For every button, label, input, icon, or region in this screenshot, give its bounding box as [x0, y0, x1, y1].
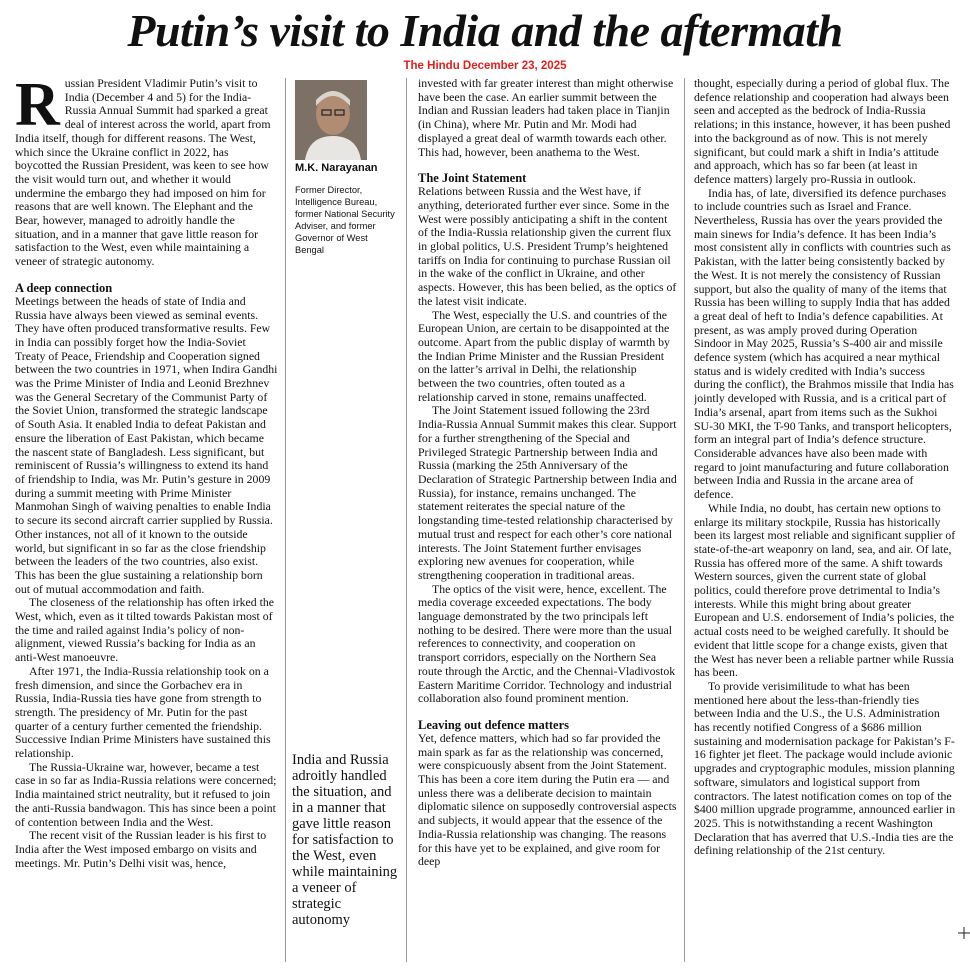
- body-paragraph: The optics of the visit were, hence, excellent. The media coverage exceeded expectations. The body language demonstrated by the two principals left nothing to be desired. There were more than the usual references to connectivity, and cooperation on transport corridors, especially on the Northern Sea route through the Arctic, and the Chennai-Vladivostok Eastern Maritime Corridor. Technology and industrial collaboration also found prominent mention.: [418, 581, 676, 706]
- drop-cap: R: [15, 77, 60, 139]
- crosshair-cursor-icon: [958, 927, 970, 939]
- intro-paragraph: Russian President Vladimir Putin’s visit to India (December 4 and 5) for the India-Russia Annual Summit had sparked a great deal of interest across the world, apart from India itself, though for different reasons. The West, which since the Ukraine conflict in 2022, has boycotted the Russian President, was keen to see how the visit would turn out, and whether it would undermine the embargo they had imposed on him for reasons that are well known. The Elephant and the Bear, however, managed to adroitly handle the situation, and in a manner that gave little reason for satisfaction to the West, even while maintaining a veneer of strategic autonomy.: [15, 77, 271, 269]
- body-paragraph: thought, especially during a period of global flux. The defence relationship and cooperation had always been seen and accepted as the bedrock of India-Russia relations; in this instance, however, it has been pushed into the background as of now. This is not merely significant, but could mark a shift in India’s attitude and approach, which has so far been (at least in defence matters) largely pro-Russia in outlook.: [694, 77, 951, 186]
- body-paragraph: Yet, defence matters, which had so far provided the main spark as far as the relationship was concerned, were conspicuously absent from the Joint Statement. This has been a core item during the Putin era — and unless there was a deliberate decision to maintain diplomatic silence on supposedly controversial aspects and subjects, it would appear that the essence of the India-Russia relationship was changing. The reasons for this have yet to be explained, and give room for deep: [418, 730, 677, 869]
- author-description: Former Director, Intelligence Bureau, former National Security Adviser, and former Governor of West Bengal: [295, 185, 395, 255]
- body-paragraph: India has, of late, diversified its defence purchases to include countries such as Israel and France. Nevertheless, Russia has over the years provided the main sinews for India’s defence. It has been India’s most consistent ally in conflicts with countries such as Pakistan, with the latter being consistently backed by the West. It is not merely the consistency of Russian support, but also the quality of many of the items that Russia has been willing to supply India that has added a great deal of heft to India’s defence capabilities. At present, as was amply proved during Operation Sindoor in May 2025, Russia’s S-400 air and missile defence system (which has acquired a near mythical status and is widely credited with India’s success during the conflict), the Brahmos missile that India has jointly developed with Russia, and is a critical part of India’s arsenal, apart from items such as the Sukhoi SU-30 MKI, the T-90 Tanks, and transport helicopters, form an integral part of India’s defence structure. Considerable advances have also been made with regard to joint manufacturing and future collaboration between India and Russia in the arcane area of defence.: [694, 185, 954, 502]
- body-paragraph: Relations between Russia and the West have, if anything, deteriorated further ever since. Some in the West were possibly anticipating a shift in the content of the India-Russia relationship given the current flux in global politics, U.S. President Trump’s heightened tariffs on India for continuing to purchase Russian oil in the wake of the conflict in Ukraine, and other aspects. However, this has been belied, as the optics of the latest visit indicate.: [418, 184, 677, 308]
- author-portrait-icon: [295, 80, 367, 160]
- body-paragraph: Meetings between the heads of state of India and Russia have always been viewed as seminal events. They have often produced transformative results. Few in India can possibly forget how the India-Soviet Treaty of Peace, Friendship and Cooperation signed between the two countries in 1971, when Indira Gandhi was the Prime Minister of India and Leonid Brezhnev was the General Secretary of the Communist Party of the Soviet Union, transformed the strategic landscape of South Asia. It enabled India to defeat Pakistan and ensure the liberation of East Pakistan, which became the nascent state of Bangladesh. Less significant, but reminiscent of Russia’s willingness to extend its hand of friendship to India, was Mr. Putin’s gesture in 2009 during a summit meeting with Prime Minister Manmohan Singh of waiving penalties to enable India to secure its second aircraft carrier supplied by Russia. Other instances, not all of it known to the outside world, but significant in so far as the close friendship between the leaders of the two countries, also exist. This has been the glue sustaining a relationship born out of mutual accommodation and faith.: [15, 293, 278, 596]
- article-headline: Putin’s visit to India and the aftermath: [127, 5, 843, 56]
- body-paragraph: The recent visit of the Russian leader is his first to India after the West imposed embargo on visits and meetings. Mr. Putin’s Delhi visit was, hence,: [15, 828, 267, 870]
- section-heading-deep-connection: A deep connection: [15, 280, 113, 295]
- body-paragraph: The Russia-Ukraine war, however, became a test case in so far as India-Russia relations were concerned; India maintained strict neutrality, but it refused to join the anti-Russia bandwagon. This has since been a point of contention between India and the West.: [15, 759, 277, 829]
- dateline: The Hindu December 23, 2025: [403, 60, 567, 72]
- column-divider: [285, 78, 286, 962]
- body-paragraph: After 1971, the India-Russia relationship took on a fresh dimension, and since the Gorbachev era in Russia, India-Russia ties have gone from strength to strength. The presidency of Mr. Putin for the past quarter of a century further cemented the friendship. Successive Indian Prime Ministers have sustained this relationship.: [15, 663, 271, 761]
- section-heading-joint-statement: The Joint Statement: [418, 171, 527, 186]
- column-divider: [684, 78, 685, 962]
- body-paragraph: invested with far greater interest than might otherwise have been the case. An earlier summit between the Indian and Russian leaders had taken place in Tianjin (in China), where Mr. Putin and Mr. Modi had displayed a great deal of warmth towards each other. This had, however, been anathema to the West.: [418, 77, 674, 159]
- column-divider: [406, 78, 407, 962]
- body-paragraph: The Joint Statement issued following the 23rd India-Russia Annual Summit makes this clear. Support for a further strengthening of the Special and Privileged Strategic Partnership between India and Russia (marking the 25th Anniversary of the Declaration of Strategic Partnership between India and Russia), for instance, remains unchanged. The statement reiterates the special nature of the longstanding time-tested relationship characterised by mutual trust and respect for each other’s core national interests. The Joint Statement further envisages exploring new avenues for cooperation, while strengthening cooperation in traditional areas.: [418, 403, 677, 582]
- body-paragraph: The closeness of the relationship has often irked the West, which, even as it tilted towards Pakistan most of the time and railed against India’s policy of non-alignment, viewed Russia’s backing for India as an anti-West manoeuvre.: [15, 595, 275, 665]
- author-name: M.K. Narayanan: [295, 162, 378, 174]
- body-paragraph: To provide verisimilitude to what has been mentioned here about the less-than-friendly ties between India and the U.S., the U.S. Administration has recently notified Congress of a $686 million sustaining and modernisation package for Pakistan’s F-16 fighter jet fleet. The package would include avionic upgrades and cryptographic modules, mission planning software, simulators and logistical support from contractors. The latest notification comes on top of the $400 million upgrade programme, announced earlier in 2025. This is notwithstanding a recent Washington Declaration that has averred that U.S.-India ties are the defining relationship of the 21st century.: [694, 678, 956, 858]
- article-column-3: [418, 77, 678, 967]
- article-column-4: [694, 77, 956, 967]
- body-paragraph: While India, no doubt, has certain new options to enlarge its military stockpile, Russia has historically been its largest most reliable and significant supplier of state-of-the-art weaponry on land, sea, and air. Of late, Russia has offered more of the same. A shift towards Western sources, given the current state of global politics, could therefore prove detrimental to India’s interests. While this might bring about greater European and U.S. endorsement of India’s policies, the actual costs need to be weighed carefully. It should be evident that little scope for a change exists, given that the West has never been a reliable partner while Russia has been.: [694, 500, 956, 680]
- pull-quote: India and Russia adroitly handled the situation, and in a manner that gave little reason for satisfaction to the West, even while maintaining a veneer of strategic autonomy: [292, 752, 398, 928]
- body-paragraph: The West, especially the U.S. and countries of the European Union, are certain to be disappointed at the outcome. Apart from the public display of warmth by the Indian Prime Minister and the Russian President on the latter’s arrival in Delhi, the relationship between the two countries, often touted as a relationship carved in stone, remains unaffected.: [418, 307, 670, 404]
- author-photo: [295, 80, 367, 160]
- section-heading-defence: Leaving out defence matters: [418, 717, 570, 732]
- article-column-1: [15, 77, 278, 967]
